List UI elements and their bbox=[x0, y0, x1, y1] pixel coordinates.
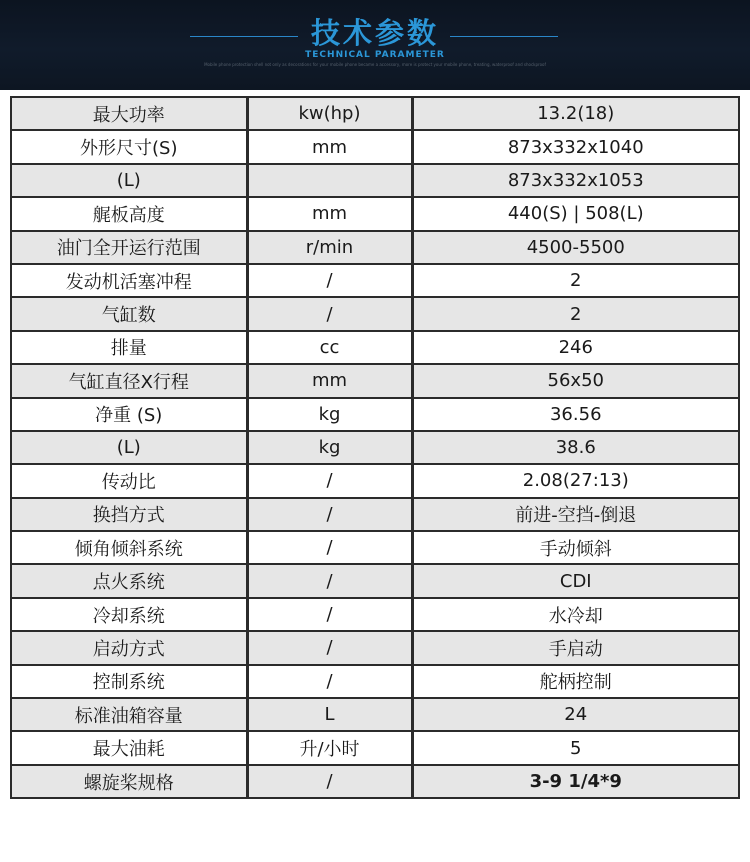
param-unit-cell: 升/小时 bbox=[247, 731, 412, 764]
banner-subtitle: TECHNICAL PARAMETER bbox=[305, 50, 445, 60]
param-unit-cell: mm bbox=[247, 364, 412, 397]
table-row bbox=[11, 130, 739, 163]
param-value-cell: 前进-空挡-倒退 bbox=[412, 498, 739, 531]
param-unit-cell: mm bbox=[247, 130, 412, 163]
param-unit-cell: / bbox=[247, 531, 412, 564]
param-name-cell: 气缸直径X行程 bbox=[11, 364, 247, 397]
param-value-cell: 2 bbox=[412, 297, 739, 330]
table-row bbox=[11, 197, 739, 230]
param-name-cell: 传动比 bbox=[11, 464, 247, 497]
param-value-cell: 873x332x1040 bbox=[412, 130, 739, 163]
table-row bbox=[11, 765, 739, 798]
param-unit-cell: / bbox=[247, 665, 412, 698]
param-name-cell: 控制系统 bbox=[11, 665, 247, 698]
param-unit-cell: / bbox=[247, 631, 412, 664]
table-row bbox=[11, 364, 739, 397]
table-row bbox=[11, 231, 739, 264]
param-unit-cell: L bbox=[247, 698, 412, 731]
param-value-cell: 2.08(27:13) bbox=[412, 464, 739, 497]
param-name-cell: 点火系统 bbox=[11, 564, 247, 597]
param-value-cell: 873x332x1053 bbox=[412, 164, 739, 197]
param-unit-cell: kg bbox=[247, 398, 412, 431]
table-row bbox=[11, 398, 739, 431]
param-name-cell: (L) bbox=[11, 431, 247, 464]
table-row bbox=[11, 631, 739, 664]
param-unit-cell: mm bbox=[247, 197, 412, 230]
param-name-cell: 发动机活塞冲程 bbox=[11, 264, 247, 297]
param-name-cell: 最大油耗 bbox=[11, 731, 247, 764]
table-row bbox=[11, 498, 739, 531]
param-unit-cell: / bbox=[247, 264, 412, 297]
table-row bbox=[11, 598, 739, 631]
param-value-cell: 36.56 bbox=[412, 398, 739, 431]
param-value-cell: 4500-5500 bbox=[412, 231, 739, 264]
param-name-cell: 油门全开运行范围 bbox=[11, 231, 247, 264]
param-value-cell: 24 bbox=[412, 698, 739, 731]
param-value-cell: 手启动 bbox=[412, 631, 739, 664]
table-row bbox=[11, 331, 739, 364]
param-unit-cell: / bbox=[247, 464, 412, 497]
table-row bbox=[11, 264, 739, 297]
param-name-cell: 启动方式 bbox=[11, 631, 247, 664]
param-unit-cell: / bbox=[247, 765, 412, 798]
param-value-cell: 38.6 bbox=[412, 431, 739, 464]
table-row bbox=[11, 698, 739, 731]
param-value-cell: 舵柄控制 bbox=[412, 665, 739, 698]
table-row bbox=[11, 564, 739, 597]
param-name-cell: 螺旋桨规格 bbox=[11, 765, 247, 798]
table-row bbox=[11, 731, 739, 764]
param-name-cell: 艉板高度 bbox=[11, 197, 247, 230]
table-row bbox=[11, 531, 739, 564]
param-unit-cell: / bbox=[247, 598, 412, 631]
param-name-cell: 倾角倾斜系统 bbox=[11, 531, 247, 564]
param-name-cell: 净重 (S) bbox=[11, 398, 247, 431]
param-name-cell: 换挡方式 bbox=[11, 498, 247, 531]
param-unit-cell: kw(hp) bbox=[247, 97, 412, 130]
param-name-cell: (L) bbox=[11, 164, 247, 197]
table-row bbox=[11, 431, 739, 464]
param-value-cell: 5 bbox=[412, 731, 739, 764]
param-name-cell: 最大功率 bbox=[11, 97, 247, 130]
param-unit-cell bbox=[247, 164, 412, 197]
param-unit-cell: cc bbox=[247, 331, 412, 364]
param-unit-cell: kg bbox=[247, 431, 412, 464]
param-name-cell: 标准油箱容量 bbox=[11, 698, 247, 731]
param-value-cell: 440(S) | 508(L) bbox=[412, 197, 739, 230]
table-row bbox=[11, 97, 739, 130]
spec-table bbox=[10, 96, 740, 799]
param-unit-cell: / bbox=[247, 297, 412, 330]
table-row bbox=[11, 164, 739, 197]
header-banner bbox=[0, 0, 750, 90]
param-name-cell: 气缸数 bbox=[11, 297, 247, 330]
param-value-cell: 246 bbox=[412, 331, 739, 364]
banner-title: 技术参数 bbox=[310, 16, 439, 50]
param-value-cell: CDI bbox=[412, 564, 739, 597]
spec-table-body bbox=[11, 97, 739, 798]
param-unit-cell: / bbox=[247, 564, 412, 597]
table-row bbox=[11, 665, 739, 698]
param-value-cell: 56x50 bbox=[412, 364, 739, 397]
banner-fine-print: Mobile phone protection shell not only as decorations for your mobile phone became a accessory, more is protect your mobile phone, treating, waterproof and shockproof bbox=[204, 62, 546, 67]
param-unit-cell: r/min bbox=[247, 231, 412, 264]
table-row bbox=[11, 297, 739, 330]
table-row bbox=[11, 464, 739, 497]
param-value-cell: 水冷却 bbox=[412, 598, 739, 631]
param-name-cell: 冷却系统 bbox=[11, 598, 247, 631]
param-name-cell: 外形尺寸(S) bbox=[11, 130, 247, 163]
param-value-cell: 2 bbox=[412, 264, 739, 297]
param-value-cell: 3-9 1/4*9 bbox=[412, 765, 739, 798]
param-value-cell: 13.2(18) bbox=[412, 97, 739, 130]
param-name-cell: 排量 bbox=[11, 331, 247, 364]
param-value-cell: 手动倾斜 bbox=[412, 531, 739, 564]
param-unit-cell: / bbox=[247, 498, 412, 531]
